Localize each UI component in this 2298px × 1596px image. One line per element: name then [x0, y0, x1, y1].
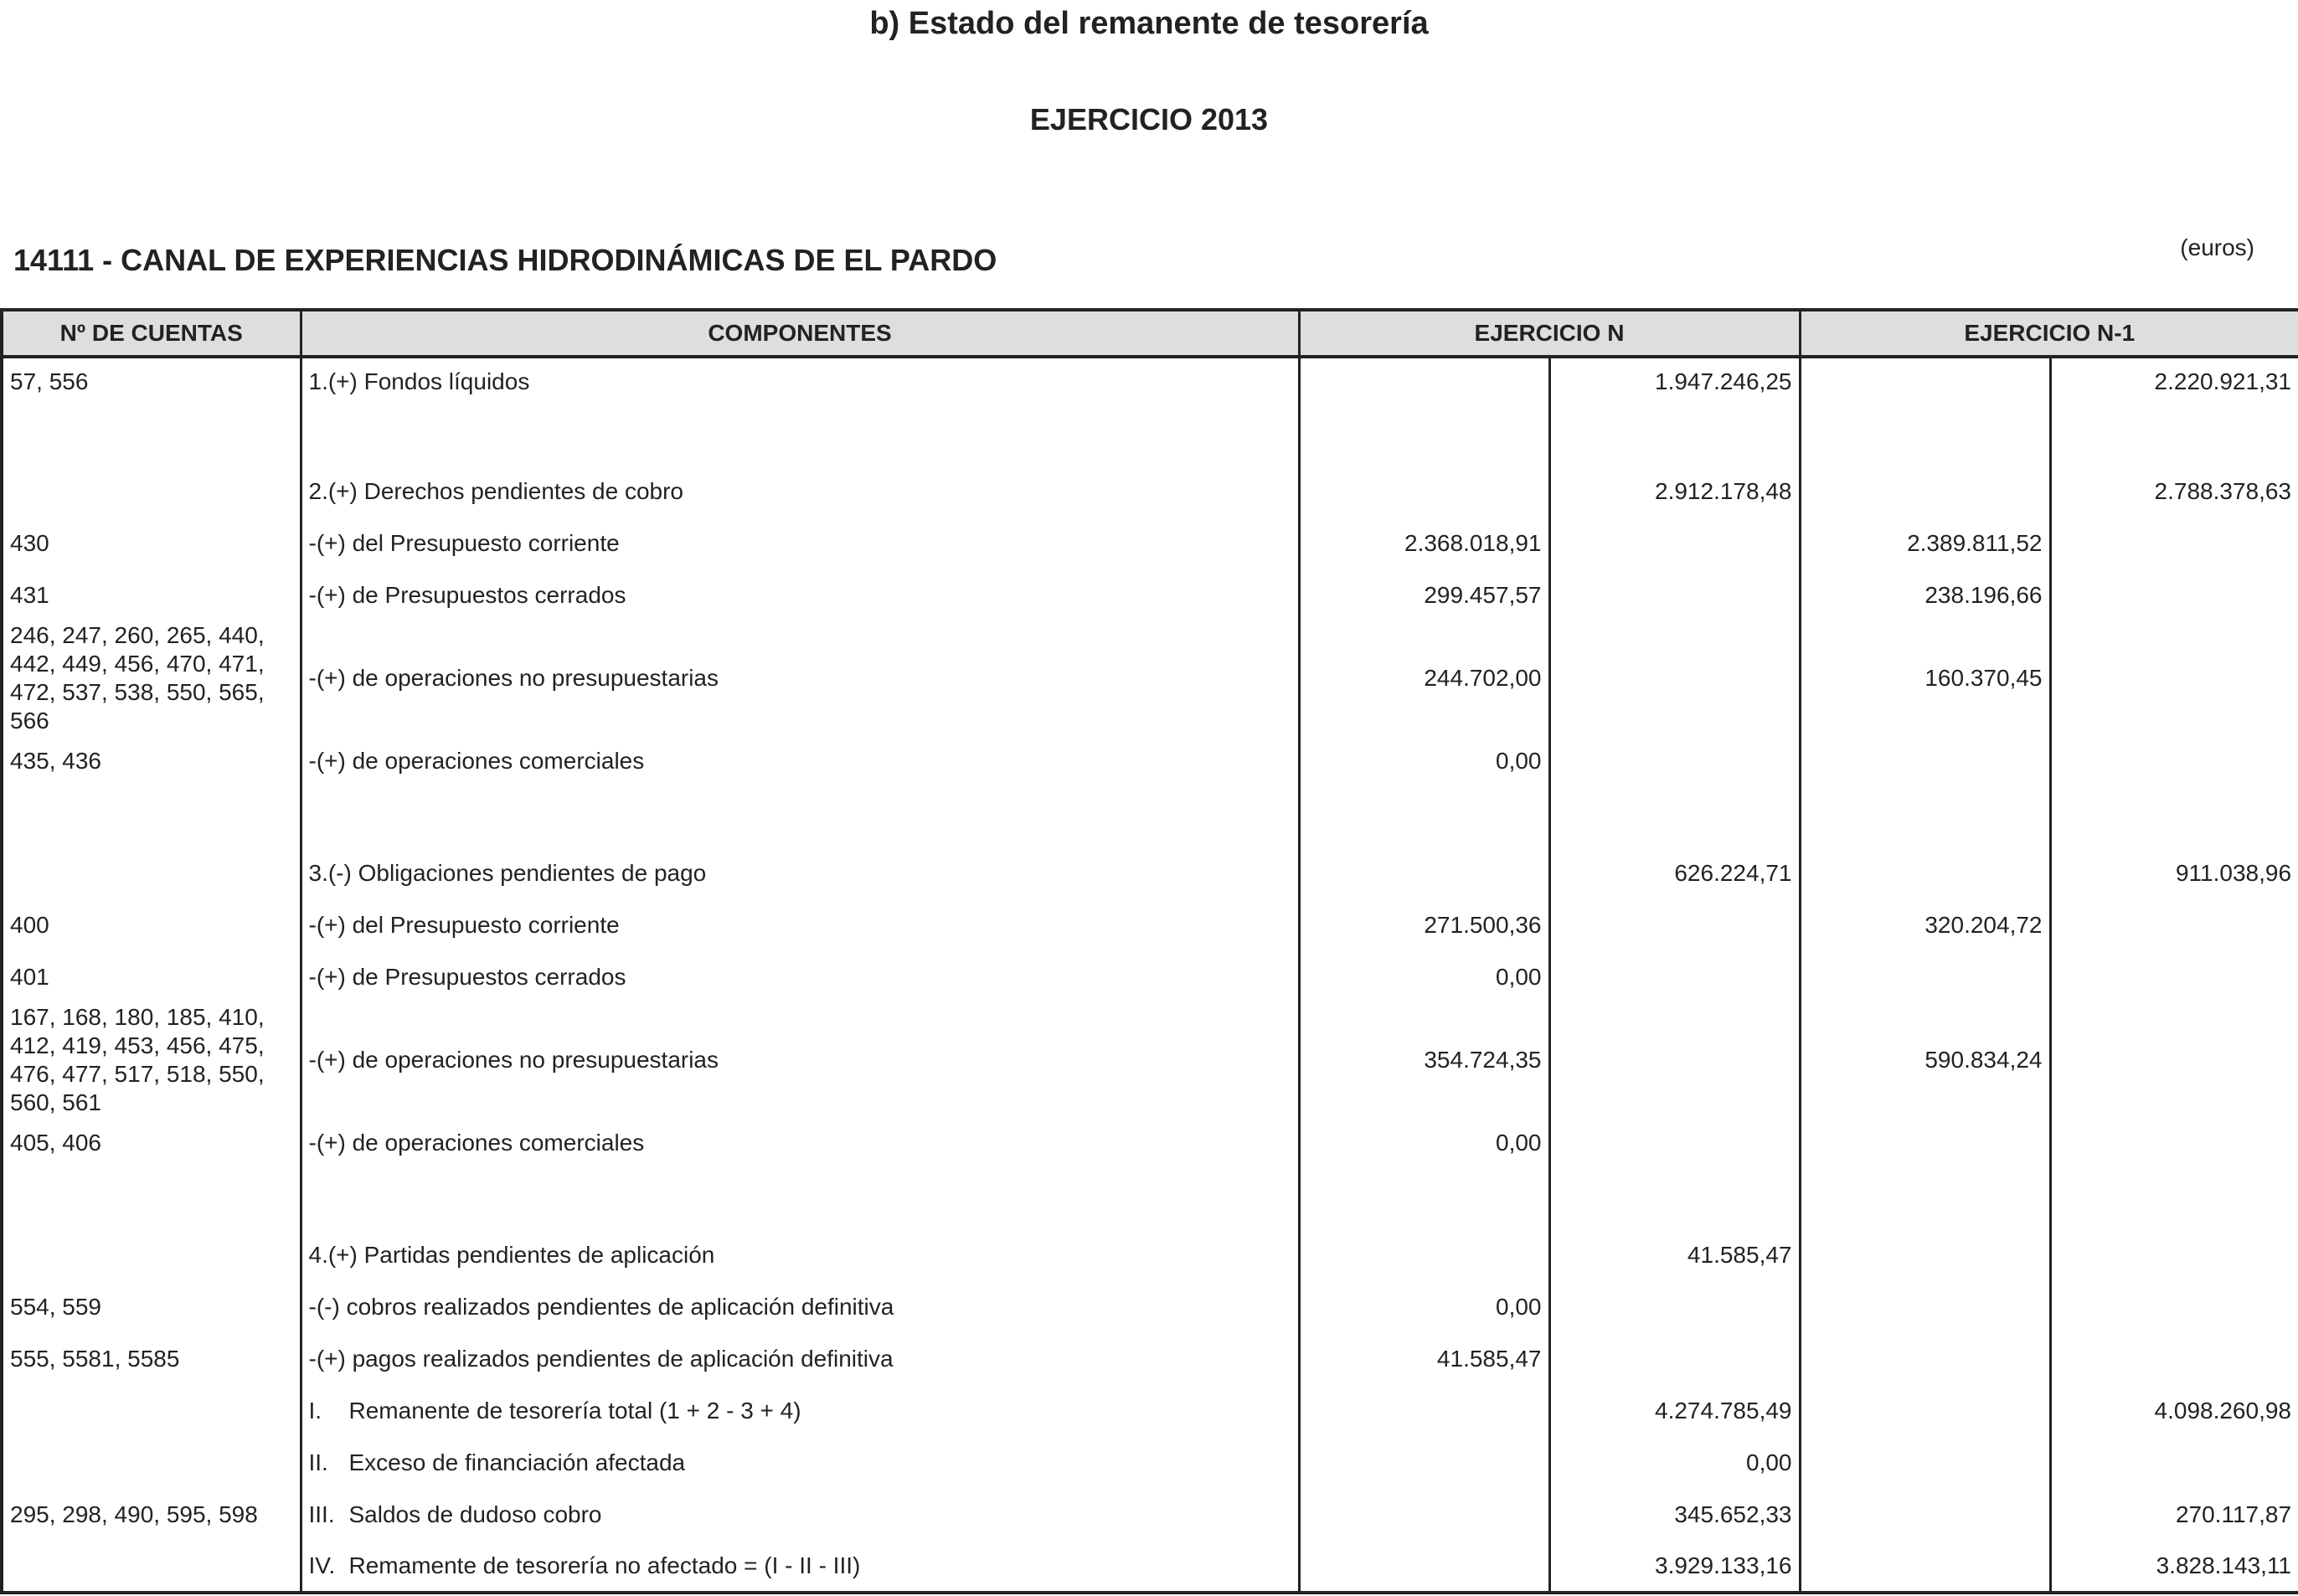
empty-cell: [301, 1169, 1299, 1229]
year-n-total-value: [1549, 899, 1800, 951]
component-label: -(+) de operaciones comerciales: [301, 1117, 1299, 1169]
year-n1-detail-value: 160.370,45: [1800, 621, 2050, 735]
table-row: [2, 569, 2298, 621]
account-numbers: 555, 5581, 5585: [2, 1333, 301, 1385]
account-numbers: [2, 1385, 301, 1437]
table-row: [2, 1229, 2298, 1281]
year-n1-total-value: [2050, 1281, 2298, 1333]
year-n1-total-value: 2.788.378,63: [2050, 466, 2298, 517]
year-n1-total-value: [2050, 735, 2298, 787]
account-numbers: 167, 168, 180, 185, 410, 412, 419, 453, 456, 475, 476, 477, 517, 518, 550, 560, 561: [2, 1003, 301, 1117]
account-numbers: 431: [2, 569, 301, 621]
year-n-total-value: [1549, 1003, 1800, 1117]
component-label: [301, 1541, 1299, 1593]
empty-cell: [1549, 787, 1800, 847]
year-n1-detail-value: [1800, 847, 2050, 899]
account-numbers: 246, 247, 260, 265, 440, 442, 449, 456, 470, 471, 472, 537, 538, 550, 565, 566: [2, 621, 301, 735]
table-row: [2, 951, 2298, 1003]
component-label: -(+) de operaciones comerciales: [301, 735, 1299, 787]
year-n1-total-value: [2050, 1117, 2298, 1169]
year-n1-detail-value: [1800, 1385, 2050, 1437]
year-n-detail-value: 0,00: [1299, 735, 1549, 787]
year-n-detail-value: [1299, 357, 1549, 405]
year-n1-detail-value: 590.834,24: [1800, 1003, 2050, 1117]
year-n-total-value: 4.274.785,49: [1549, 1385, 1800, 1437]
account-numbers: 405, 406: [2, 1117, 301, 1169]
account-numbers: [2, 1437, 301, 1489]
component-label: -(+) de Presupuestos cerrados: [301, 569, 1299, 621]
table-header-row: [2, 310, 2298, 357]
table-row: [2, 1117, 2298, 1169]
table-row: [2, 357, 2298, 405]
header-accounts: Nº DE CUENTAS: [2, 310, 301, 357]
component-text: Remamente de tesorería no afectado = (I - II - III): [348, 1552, 861, 1578]
year-n-detail-value: [1299, 1541, 1549, 1593]
year-n1-detail-value: [1800, 466, 2050, 517]
units-label: (euros): [2180, 234, 2254, 260]
year-n-detail-value: 2.368.018,91: [1299, 517, 1549, 569]
empty-cell: [1549, 1169, 1800, 1229]
page-title: b) Estado del remanente de tesorería: [869, 6, 1429, 41]
year-n-total-value: [1549, 951, 1800, 1003]
year-n1-detail-value: 2.389.811,52: [1800, 517, 2050, 569]
account-numbers: [2, 466, 301, 517]
year-n1-detail-value: [1800, 1437, 2050, 1489]
year-n1-total-value: [2050, 621, 2298, 735]
year-n1-detail-value: [1800, 1541, 2050, 1593]
table-row: [2, 1541, 2298, 1593]
account-numbers: [2, 1541, 301, 1593]
year-n1-detail-value: [1800, 1117, 2050, 1169]
year-n1-detail-value: [1800, 1489, 2050, 1541]
year-n-detail-value: [1299, 1385, 1549, 1437]
empty-cell: [1549, 405, 1800, 466]
treasury-remainder-table: [0, 308, 2298, 1594]
year-n-detail-value: 0,00: [1299, 1117, 1549, 1169]
roman-numeral: II.: [308, 1449, 328, 1475]
empty-cell: [2, 405, 301, 466]
empty-cell: [1800, 405, 2050, 466]
year-n-total-value: [1549, 569, 1800, 621]
year-n-detail-value: 299.457,57: [1299, 569, 1549, 621]
spacer-row: [2, 787, 2298, 847]
table-row: [2, 1437, 2298, 1489]
spacer-row: [2, 1169, 2298, 1229]
empty-cell: [1299, 1169, 1549, 1229]
year-n1-total-value: [2050, 1333, 2298, 1385]
roman-numeral: IV.: [308, 1552, 336, 1578]
table-row: [2, 899, 2298, 951]
year-n1-detail-value: [1800, 357, 2050, 405]
empty-cell: [2050, 405, 2298, 466]
year-n-detail-value: [1299, 1437, 1549, 1489]
component-label: [301, 1385, 1299, 1437]
year-n1-total-value: [2050, 1229, 2298, 1281]
empty-cell: [1299, 787, 1549, 847]
component-label: -(+) de Presupuestos cerrados: [301, 951, 1299, 1003]
year-n1-total-value: 4.098.260,98: [2050, 1385, 2298, 1437]
component-text: Exceso de financiación afectada: [348, 1449, 686, 1475]
year-n-total-value: [1549, 517, 1800, 569]
account-numbers: [2, 1229, 301, 1281]
year-n1-detail-value: 238.196,66: [1800, 569, 2050, 621]
year-n1-total-value: [2050, 951, 2298, 1003]
component-label: [301, 1437, 1299, 1489]
table-row: [2, 466, 2298, 517]
year-n-detail-value: [1299, 1229, 1549, 1281]
year-n1-detail-value: [1800, 1333, 2050, 1385]
account-numbers: 554, 559: [2, 1281, 301, 1333]
header-year-n: EJERCICIO N: [1299, 310, 1800, 357]
component-label: 2.(+) Derechos pendientes de cobro: [301, 466, 1299, 517]
component-label: -(+) del Presupuesto corriente: [301, 517, 1299, 569]
year-n1-total-value: 2.220.921,31: [2050, 357, 2298, 405]
year-n-detail-value: 0,00: [1299, 951, 1549, 1003]
table-row: [2, 1489, 2298, 1541]
year-n-total-value: 41.585,47: [1549, 1229, 1800, 1281]
entity-name: 14111 - CANAL DE EXPERIENCIAS HIDRODINÁMICAS DE EL PARDO: [13, 243, 997, 277]
component-text: Remanente de tesorería total (1 + 2 - 3 + 4): [348, 1398, 801, 1424]
component-label: -(+) de operaciones no presupuestarias: [301, 1003, 1299, 1117]
component-text: Saldos de dudoso cobro: [348, 1501, 602, 1527]
empty-cell: [1800, 787, 2050, 847]
year-n-detail-value: 354.724,35: [1299, 1003, 1549, 1117]
empty-cell: [2050, 1169, 2298, 1229]
account-numbers: 57, 556: [2, 357, 301, 405]
empty-cell: [2, 787, 301, 847]
account-numbers: 401: [2, 951, 301, 1003]
table-row: [2, 1003, 2298, 1117]
empty-cell: [301, 787, 1299, 847]
year-n-detail-value: 271.500,36: [1299, 899, 1549, 951]
year-n1-total-value: [2050, 517, 2298, 569]
table-row: [2, 847, 2298, 899]
empty-cell: [2, 1169, 301, 1229]
table-row: [2, 735, 2298, 787]
header-year-n1: EJERCICIO N-1: [1800, 310, 2298, 357]
year-n-total-value: 3.929.133,16: [1549, 1541, 1800, 1593]
empty-cell: [1800, 1169, 2050, 1229]
table-row: [2, 1281, 2298, 1333]
year-n-total-value: [1549, 621, 1800, 735]
year-n-detail-value: 0,00: [1299, 1281, 1549, 1333]
account-numbers: 435, 436: [2, 735, 301, 787]
year-n1-detail-value: [1800, 1229, 2050, 1281]
year-n-total-value: 345.652,33: [1549, 1489, 1800, 1541]
component-label: -(+) pagos realizados pendientes de aplicación definitiva: [301, 1333, 1299, 1385]
year-n1-detail-value: [1800, 951, 2050, 1003]
year-n1-detail-value: 320.204,72: [1800, 899, 2050, 951]
component-label: 3.(-) Obligaciones pendientes de pago: [301, 847, 1299, 899]
component-label: -(+) del Presupuesto corriente: [301, 899, 1299, 951]
year-n1-total-value: 911.038,96: [2050, 847, 2298, 899]
year-n-detail-value: 244.702,00: [1299, 621, 1549, 735]
table-row: [2, 517, 2298, 569]
roman-numeral: I.: [308, 1398, 322, 1424]
component-label: 4.(+) Partidas pendientes de aplicación: [301, 1229, 1299, 1281]
year-n-total-value: [1549, 1117, 1800, 1169]
year-n1-detail-value: [1800, 735, 2050, 787]
year-n1-total-value: [2050, 1437, 2298, 1489]
account-numbers: [2, 847, 301, 899]
roman-numeral: III.: [308, 1501, 335, 1527]
account-numbers: 430: [2, 517, 301, 569]
table-row: [2, 621, 2298, 735]
year-n-detail-value: [1299, 847, 1549, 899]
year-n1-total-value: [2050, 1003, 2298, 1117]
header-components: COMPONENTES: [301, 310, 1299, 357]
empty-cell: [301, 405, 1299, 466]
year-n-detail-value: [1299, 1489, 1549, 1541]
year-n1-total-value: 270.117,87: [2050, 1489, 2298, 1541]
empty-cell: [1299, 405, 1549, 466]
year-n-total-value: [1549, 1281, 1800, 1333]
year-n-total-value: [1549, 735, 1800, 787]
year-n1-total-value: [2050, 899, 2298, 951]
year-n-detail-value: [1299, 466, 1549, 517]
year-n-total-value: 2.912.178,48: [1549, 466, 1800, 517]
year-n-total-value: 1.947.246,25: [1549, 357, 1800, 405]
year-n1-total-value: [2050, 569, 2298, 621]
table-row: [2, 1333, 2298, 1385]
year-n-total-value: 626.224,71: [1549, 847, 1800, 899]
year-n1-detail-value: [1800, 1281, 2050, 1333]
table-row: [2, 1385, 2298, 1437]
year-n-detail-value: 41.585,47: [1299, 1333, 1549, 1385]
component-label: -(+) de operaciones no presupuestarias: [301, 621, 1299, 735]
component-label: -(-) cobros realizados pendientes de aplicación definitiva: [301, 1281, 1299, 1333]
fiscal-year-heading: EJERCICIO 2013: [1029, 102, 1269, 136]
spacer-row: [2, 405, 2298, 466]
empty-cell: [2050, 787, 2298, 847]
year-n-total-value: [1549, 1333, 1800, 1385]
account-numbers: 400: [2, 899, 301, 951]
component-label: [301, 1489, 1299, 1541]
component-label: 1.(+) Fondos líquidos: [301, 357, 1299, 405]
account-numbers: 295, 298, 490, 595, 598: [2, 1489, 301, 1541]
year-n1-total-value: 3.828.143,11: [2050, 1541, 2298, 1593]
year-n-total-value: 0,00: [1549, 1437, 1800, 1489]
